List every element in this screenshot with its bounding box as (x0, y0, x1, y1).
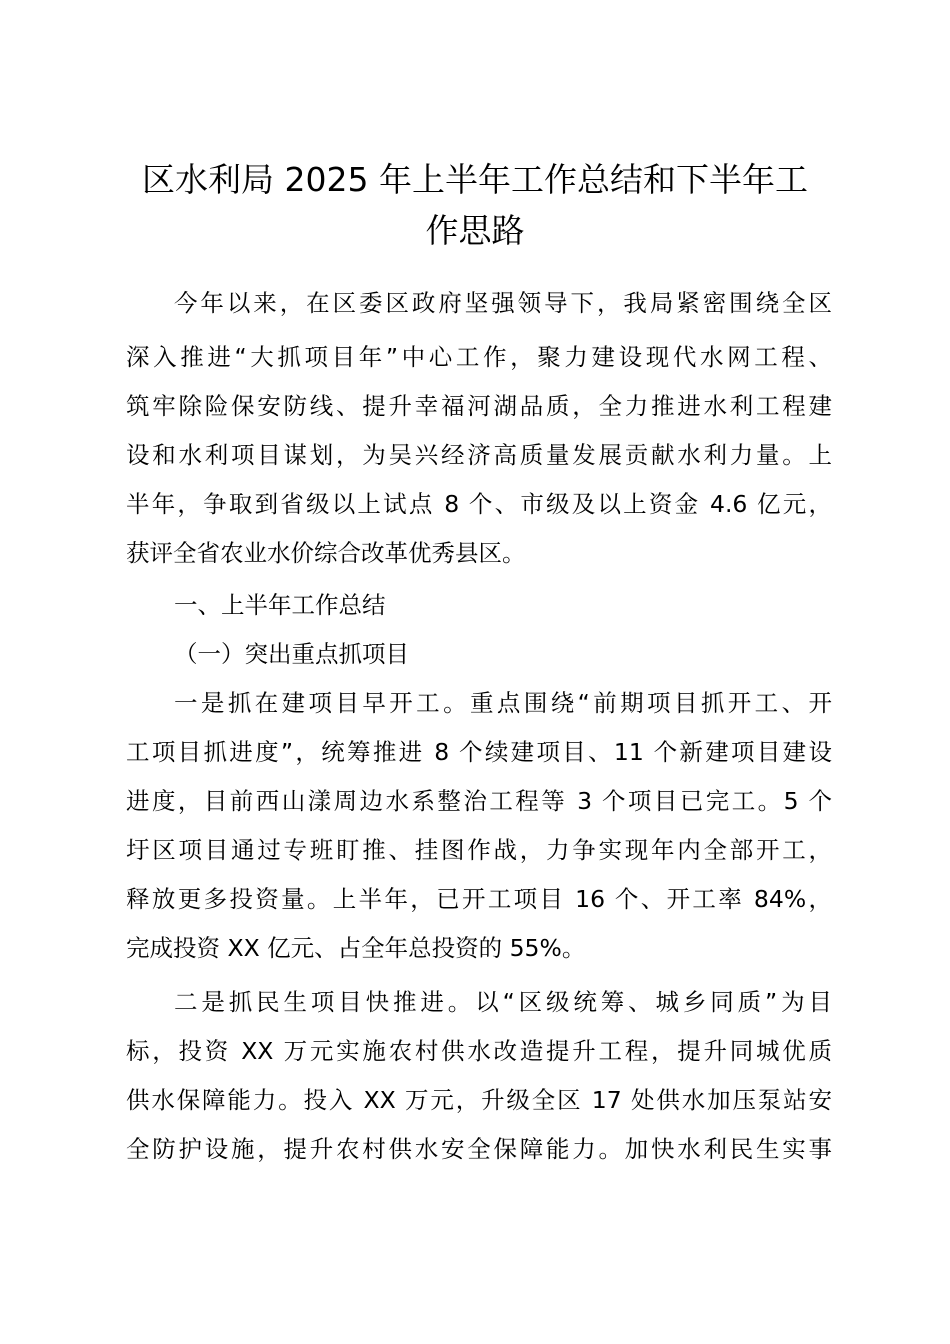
subsection-heading: （一）突出重点抓项目 (174, 640, 409, 668)
body-line: 圩区项目通过专班盯推、挂图作战，力争实现年内全部开工， (126, 836, 832, 864)
body-line: 获评全省农业水价综合改革优秀县区。 (126, 539, 526, 567)
body-line: 设和水利项目谋划，为吴兴经济高质量发展贡献水利力量。上 (126, 441, 832, 469)
body-line: 二是抓民生项目快推进。以“区级统筹、城乡同质”为目 (174, 988, 832, 1016)
document-title (120, 154, 830, 256)
body-line: 半年，争取到省级以上试点 8 个、市级及以上资金 4.6 亿元， (126, 490, 832, 518)
body-line: 一是抓在建项目早开工。重点围绕“前期项目抓开工、开 (174, 689, 832, 717)
body-line: 进度，目前西山漾周边水系整治工程等 3 个项目已完工。5 个 (126, 787, 832, 815)
title-line-2: 作思路 (425, 211, 525, 250)
body-line: 完成投资 XX 亿元、占全年总投资的 55%。 (126, 934, 586, 962)
body-line: 深入推进“大抓项目年”中心工作，聚力建设现代水网工程、 (126, 343, 832, 371)
body-line: 工项目抓进度”，统筹推进 8 个续建项目、11 个新建项目建设 (126, 738, 832, 766)
title-line-1: 区水利局 2025 年上半年工作总结和下半年工 (142, 160, 808, 199)
body-line: 今年以来，在区委区政府坚强领导下，我局紧密围绕全区 (174, 289, 832, 317)
body-line: 筑牢除险保安防线、提升幸福河湖品质，全力推进水利工程建 (126, 392, 832, 420)
body-line: 标，投资 XX 万元实施农村供水改造提升工程，提升同城优质 (126, 1037, 832, 1065)
body-line: 释放更多投资量。上半年，已开工项目 16 个、开工率 84%， (126, 885, 832, 913)
body-line: 全防护设施，提升农村供水安全保障能力。加快水利民生实事 (126, 1135, 832, 1163)
body-line: 供水保障能力。投入 XX 万元，升级全区 17 处供水加压泵站安 (126, 1086, 832, 1114)
section-heading: 一、上半年工作总结 (174, 591, 386, 619)
